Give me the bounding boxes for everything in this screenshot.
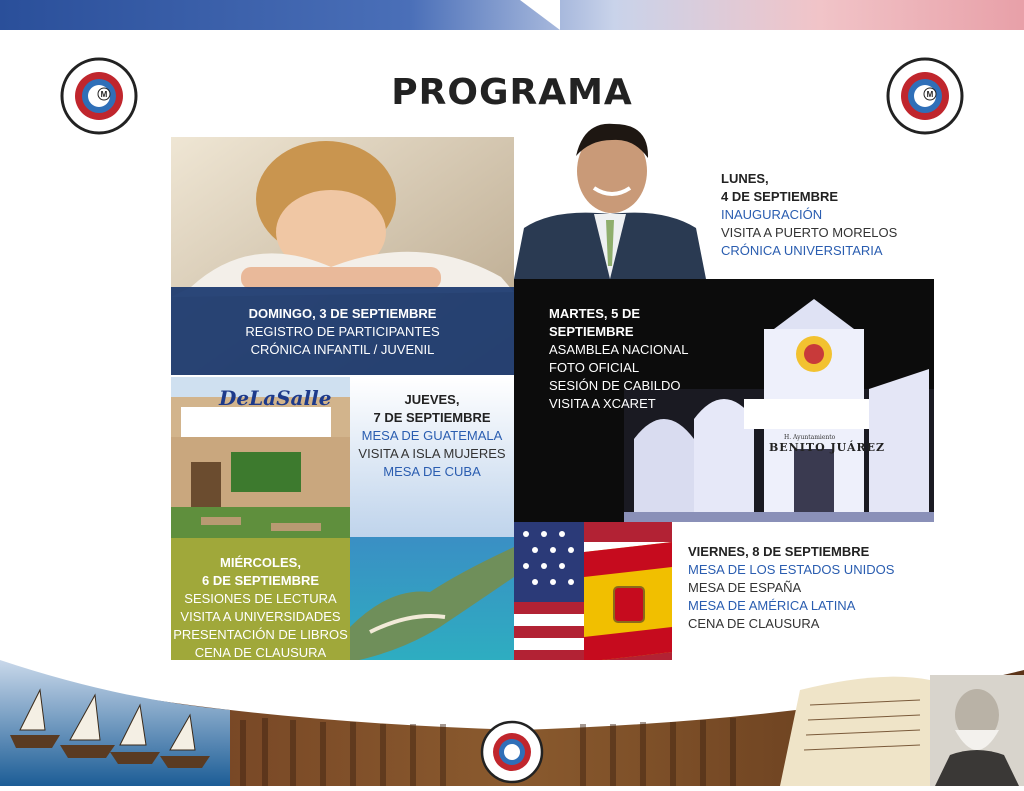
martes-item: SESIÓN DE CABILDO xyxy=(549,378,681,393)
martes-item: FOTO OFICIAL xyxy=(549,360,640,375)
viernes-item: MESA DE LOS ESTADOS UNIDOS xyxy=(688,562,895,577)
photo-ayuntamiento xyxy=(514,279,934,522)
ayuntamiento-sign: BENITO JUÁREZ xyxy=(769,441,886,454)
top-bar-cut xyxy=(520,0,560,30)
svg-text:M: M xyxy=(926,90,934,99)
viernes-block xyxy=(688,543,938,633)
lunes-item: INAUGURACIÓN xyxy=(721,207,823,222)
footer-collage xyxy=(0,660,1024,786)
delasalle-sign: DeLaSalle xyxy=(219,386,332,410)
viernes-item: MESA DE ESPAÑA xyxy=(688,580,802,595)
jueves-item: MESA DE GUATEMALA xyxy=(361,428,503,443)
photo-delasalle xyxy=(171,377,350,538)
domingo-item: REGISTRO DE PARTICIPANTES xyxy=(245,324,440,339)
miercoles-item: SESIONES DE LECTURA xyxy=(184,591,337,606)
lunes-block xyxy=(721,170,941,260)
miercoles-item: PRESENTACIÓN DE LIBROS xyxy=(173,627,348,642)
martes-item: ASAMBLEA NACIONAL xyxy=(549,342,689,357)
photo-isla-mujeres xyxy=(350,377,514,688)
martes-heading: SEPTIEMBRE xyxy=(549,324,634,339)
miercoles-block xyxy=(171,554,350,662)
domingo-heading: DOMINGO, 3 DE SEPTIEMBRE xyxy=(248,306,437,321)
photo-child-reading xyxy=(171,137,514,375)
jueves-item: VISITA A ISLA MUJERES xyxy=(358,446,506,461)
lunes-heading: LUNES, xyxy=(721,171,769,186)
svg-text:M: M xyxy=(100,90,108,99)
jueves-heading: 7 DE SEPTIEMBRE xyxy=(373,410,491,425)
lunes-item: VISITA A PUERTO MORELOS xyxy=(721,225,898,240)
jueves-item: MESA DE CUBA xyxy=(383,464,481,479)
miercoles-heading: 6 DE SEPTIEMBRE xyxy=(201,573,320,588)
ayuntamiento-small-sign: H. Ayuntamiento xyxy=(784,434,836,441)
lunes-heading: 4 DE SEPTIEMBRE xyxy=(721,189,839,204)
top-decorative-bar xyxy=(0,0,1024,30)
jueves-heading: JUEVES, xyxy=(404,392,460,407)
domingo-item: CRÓNICA INFANTIL / JUVENIL xyxy=(250,342,435,357)
martes-heading: MARTES, 5 DE xyxy=(549,306,641,321)
viernes-heading: VIERNES, 8 DE SEPTIEMBRE xyxy=(688,544,870,559)
photo-man-portrait xyxy=(514,116,706,279)
lunes-item: CRÓNICA UNIVERSITARIA xyxy=(721,243,883,258)
jueves-block xyxy=(350,391,514,481)
domingo-block xyxy=(171,305,514,359)
miercoles-heading: MIÉRCOLES, xyxy=(220,555,301,570)
martes-item: VISITA A XCARET xyxy=(549,396,656,411)
martes-block xyxy=(549,305,749,413)
viernes-item: CENA DE CLAUSURA xyxy=(688,616,820,631)
miercoles-item: VISITA A UNIVERSIDADES xyxy=(180,609,341,624)
page-title: PROGRAMA xyxy=(391,72,633,113)
miercoles-item: CENA DE CLAUSURA xyxy=(194,645,327,660)
viernes-item: MESA DE AMÉRICA LATINA xyxy=(688,598,856,613)
